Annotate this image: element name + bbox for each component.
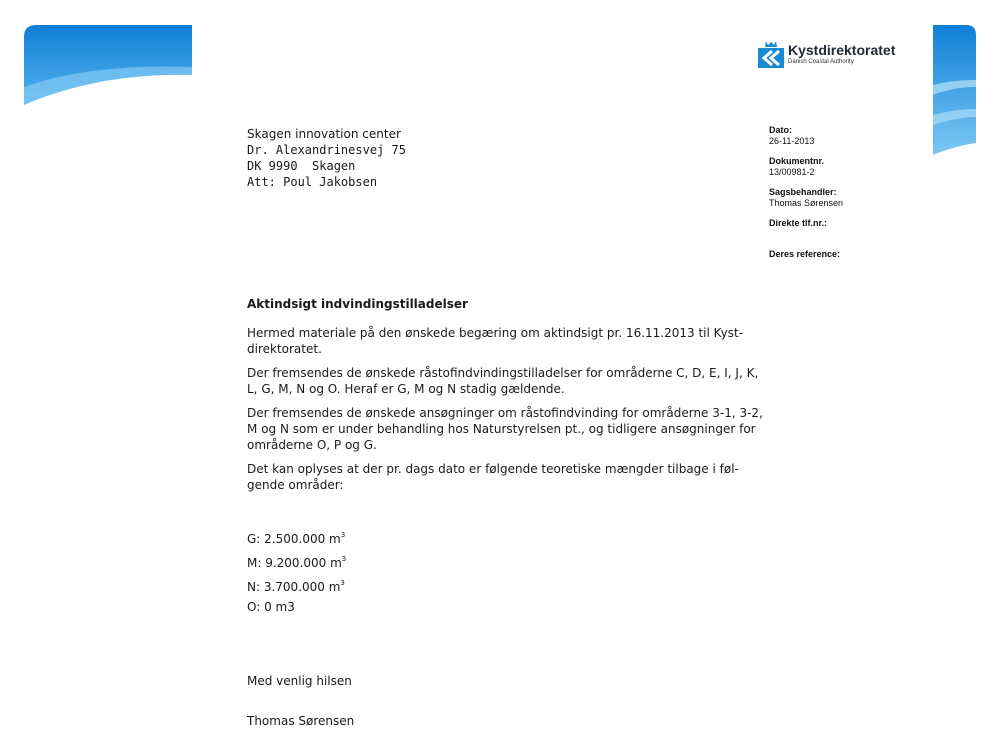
crown-emblem-icon: [758, 40, 784, 68]
signature-name: Thomas Sørensen: [247, 714, 355, 728]
direct-phone-label: Direkte tlf.nr.:: [769, 218, 828, 228]
decorative-wave-left: [24, 25, 192, 105]
document-number-value: 13/00981-2: [769, 167, 815, 177]
your-reference-value: [769, 260, 919, 271]
decorative-wave-right: [933, 25, 976, 155]
date-label: Dato:: [769, 125, 792, 135]
paragraph-4: Det kan oplyses at der pr. dags dato er følgende teoretiske mængder tilbage i føl-gende områder:: [247, 462, 739, 492]
amount-n: N: 3.700.000 $m^3$: [247, 579, 345, 594]
case-handler-label: Sagsbehandler:: [769, 187, 837, 197]
case-handler-value: Thomas Sørensen: [769, 198, 844, 208]
letter-subject: Aktindsigt indvindingstilladelser: [247, 297, 468, 311]
recipient-line-4: Att: Poul Jakobsen: [247, 175, 378, 189]
letter-body: [247, 296, 767, 729]
recipient-line-3: DK 9990 Skagen: [247, 159, 356, 173]
document-number-label: Dokumentnr.: [769, 156, 825, 166]
remaining-amounts-list: [247, 527, 767, 615]
paragraph-3: Der fremsendes de ønskede ansøgninger om råstofindvinding for områderne 3-1, 3-2, M og N som er under behandling hos Naturstyrelsen pt., og tidligere ansøgninger for områderne O, P og G.: [247, 406, 763, 452]
paragraph-1: Hermed materiale på den ønskede begæring om aktindsigt pr. 16.11.2013 til Kyst-direktoratet.: [247, 326, 744, 356]
closing-greeting: Med venlig hilsen: [247, 674, 352, 688]
recipient-line-1: Skagen innovation center: [247, 127, 401, 141]
kystdirektoratet-logo: [758, 40, 895, 68]
logo-subtitle: Danish Coastal Authority: [788, 59, 854, 65]
document-metadata: [769, 125, 919, 280]
logo-name: Kystdirektoratet: [788, 42, 896, 58]
amount-g: G: 2.500.000 $m^3$: [247, 531, 346, 546]
recipient-line-2: Dr. Alexandrinesvej 75: [247, 143, 406, 157]
direct-phone-value: [769, 229, 919, 240]
date-value: 26-11-2013: [769, 136, 815, 146]
recipient-address: [247, 126, 406, 190]
paragraph-2: Der fremsendes de ønskede råstofindvindingstilladelser for områderne C, D, E, I, J, K, L, G, M, N og O. Heraf er G, M og N stadig gældende.: [247, 366, 759, 396]
amount-o: O: 0 m3: [247, 600, 295, 614]
amount-m: M: 9.200.000 $m^3$: [247, 555, 347, 570]
your-reference-label: Deres reference:: [769, 249, 841, 259]
